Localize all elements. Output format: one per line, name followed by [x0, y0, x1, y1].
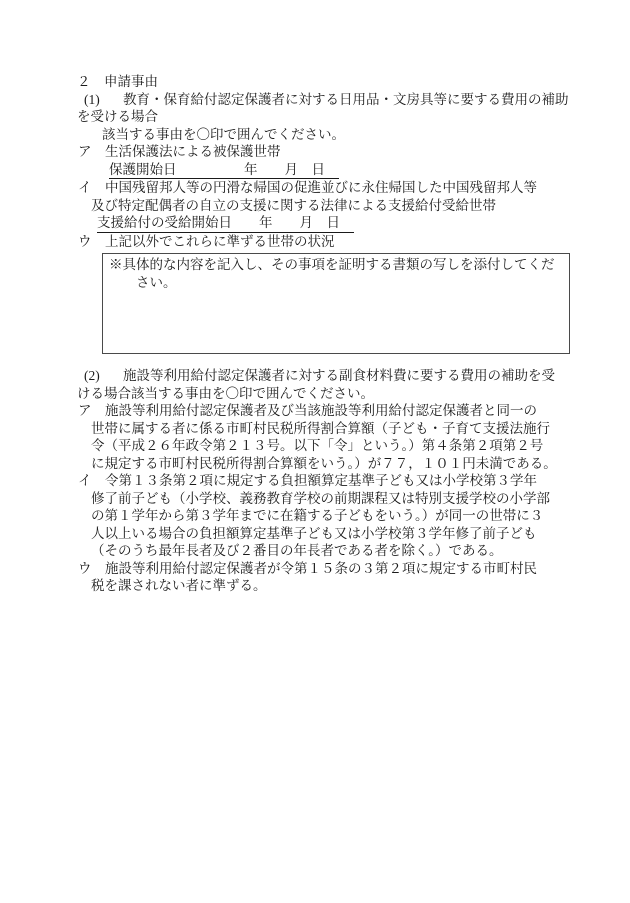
section-2-heading: ２ 申請事由: [77, 74, 158, 89]
item-1-circle-instruction: 該当する事由を〇印で囲んでください。: [102, 126, 345, 142]
item-2-number: (2): [84, 368, 100, 383]
item-1-title-text: 教育・保育給付認定保護者に対する日用品・文房具等に要する費用の補助: [123, 91, 569, 107]
item-2-option-i-line3: の第１学年から第３学年までに在籍する子どもをいう。）が同一の世帯に３: [91, 508, 544, 523]
item-1-title-line2: を受ける場合: [77, 109, 158, 124]
item-1-number: (1): [84, 91, 100, 107]
item-2-option-a-line2: 世帯に属する者に係る市町村民税所得割合算額（子ども・子育て支援法施行: [91, 420, 550, 436]
item-2-option-a-line1: ア 施設等利用給付認定保護者及び当該施設等利用給付認定保護者と同一の: [78, 403, 537, 418]
item-1-option-i-line1: イ 中国残留邦人等の円滑な帰国の促進並びに永住帰国した中国残留邦人等: [78, 180, 537, 195]
note-text-line1: ※具体的な内容を記入し、その事項を証明する書類の写しを添付してくだ: [109, 257, 555, 272]
document-body: [0, 73, 630, 595]
item-2-option-i-line2: 修了前子ども（小学校、義務教育学校の前期課程又は特別支援学校の小学部: [91, 490, 550, 506]
item-1-title-line1: [84, 91, 630, 109]
item-1-option-a-label: ア 生活保護法による被保護世帯: [78, 144, 281, 159]
protection-start-date-field: 保護開始日 年 月 日: [109, 162, 339, 180]
item-2-title-text: 施設等利用給付認定保護者に対する副食材料費に要する費用の補助を受: [123, 368, 555, 383]
item-2-option-u-line2: 税を課されない者に準ずる。: [91, 578, 267, 593]
protection-start-date-line: [109, 161, 630, 180]
note-text-line2: さい。: [136, 274, 177, 290]
support-benefit-start-date-line: [97, 214, 630, 233]
item-2-option-a-line4: に規定する市町村民税所得割合算額をいう。）が７７，１０１円未満である。: [91, 455, 557, 471]
item-2-title-line1: [84, 367, 630, 385]
item-2-option-i-line4: 人以上いる場合の負担額算定基準子ども又は小学校第３学年修了前子ども: [91, 525, 537, 541]
item-1-option-i-line2: 及び特定配偶者の自立の支援に関する法律による支援給付受給世帯: [91, 197, 496, 213]
item-2-option-u-line1: ウ 施設等利用給付認定保護者が令第１５条の３第２項に規定する市町村民: [78, 560, 537, 576]
item-1-option-u-label: ウ 上記以外でこれらに準ずる世帯の状況: [78, 233, 335, 249]
item-2-option-i-line1: イ 令第１３条第２項に規定する負担額算定基準子ども又は小学校第３学年: [78, 473, 537, 488]
section-gap: [0, 354, 630, 367]
item-2-title-line2: ける場合該当する事由を〇印で囲んでください。: [77, 385, 374, 401]
item-2-option-a-line3: 令（平成２６年政令第２１３号。以下「令」という。）第４条第２項第２号: [91, 438, 544, 453]
details-note-box: [102, 253, 570, 354]
support-benefit-start-date-field: 支援給付の受給開始日 年 月 日: [97, 215, 354, 233]
item-2-option-i-line5: （そのうち最年長者及び２番目の年長者である者を除く。）である。: [91, 543, 503, 558]
